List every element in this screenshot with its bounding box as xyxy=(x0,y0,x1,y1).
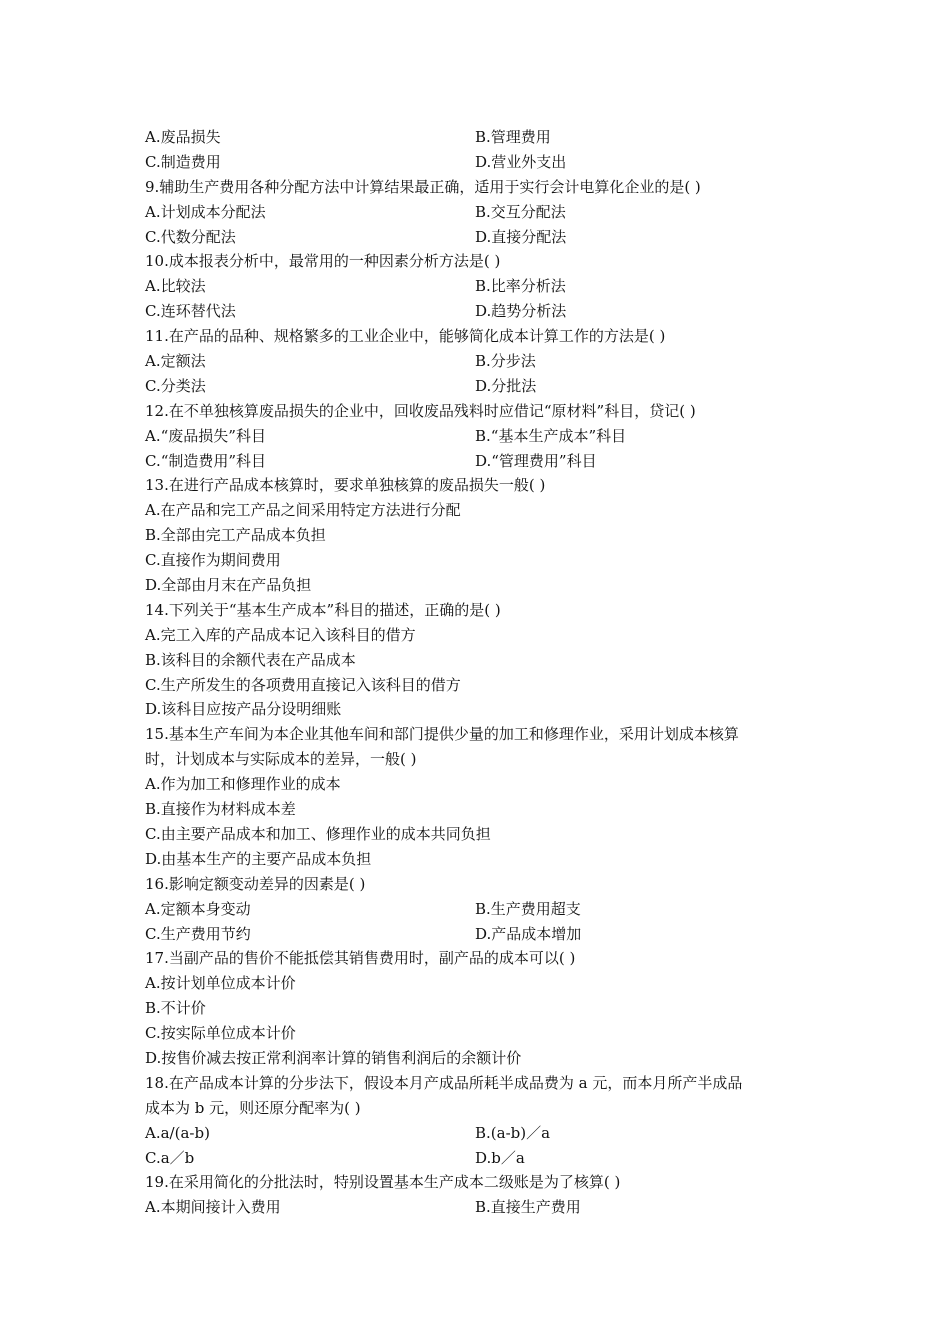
option-row xyxy=(145,1146,815,1171)
line-text: 9.辅助生产费用各种分配方法中计算结果最正确，适用于实行会计电算化企业的是( ) xyxy=(145,177,701,196)
text-line xyxy=(145,175,815,200)
line-text: D.按售价减去按正常利润率计算的销售利润后的余额计价 xyxy=(145,1048,522,1067)
line-text: 14.下列关于“基本生产成本”科目的描述，正确的是( ) xyxy=(145,600,501,619)
text-line xyxy=(145,1071,815,1096)
option-left: C.生产费用节约 xyxy=(145,924,251,943)
option-right: B.(a-b)／a xyxy=(475,1123,551,1142)
line-text: D.全部由月末在产品负担 xyxy=(145,576,312,595)
option-left: A.计划成本分配法 xyxy=(145,202,266,221)
line-text: A.在产品和完工产品之间采用特定方法进行分配 xyxy=(145,501,461,520)
option-row xyxy=(145,225,815,250)
line-text: 10.成本报表分析中，最常用的一种因素分析方法是( ) xyxy=(145,252,501,271)
line-text: 13.在进行产品成本核算时，要求单独核算的废品损失一般( ) xyxy=(145,476,546,495)
option-left: A.定额法 xyxy=(145,352,206,371)
line-text: B.直接作为材料成本差 xyxy=(145,800,296,819)
option-row xyxy=(145,424,815,449)
line-text: 18.在产品成本计算的分步法下，假设本月产成品所耗半成品费为 a 元，而本月所产半成品 xyxy=(145,1073,743,1092)
text-line xyxy=(145,324,815,349)
text-line xyxy=(145,747,815,772)
option-row xyxy=(145,1121,815,1146)
text-line xyxy=(145,648,815,673)
option-right: D.趋势分析法 xyxy=(475,302,567,321)
text-line xyxy=(145,498,815,523)
line-text: D.该科目应按产品分设明细账 xyxy=(145,700,342,719)
option-left: C.分类法 xyxy=(145,376,206,395)
line-text: C.直接作为期间费用 xyxy=(145,551,281,570)
line-text: 时，计划成本与实际成本的差异，一般( ) xyxy=(145,750,417,769)
text-line xyxy=(145,573,815,598)
option-left: A.本期间接计入费用 xyxy=(145,1198,281,1217)
text-line xyxy=(145,1046,815,1071)
text-line xyxy=(145,623,815,648)
line-text: B.该科目的余额代表在产品成本 xyxy=(145,650,356,669)
line-text: 16.影响定额变动差异的因素是( ) xyxy=(145,874,366,893)
text-line xyxy=(145,1096,815,1121)
option-left: A.a/(a-b) xyxy=(145,1123,210,1142)
option-right: B.管理费用 xyxy=(475,128,551,146)
line-text: 11.在产品的品种、规格繁多的工业企业中，能够简化成本计算工作的方法是( ) xyxy=(145,327,666,346)
option-left: A.比较法 xyxy=(145,277,206,296)
line-text: 12.在不单独核算废品损失的企业中，回收废品残料时应借记“原材料”科目，贷记( ) xyxy=(145,401,696,420)
option-left: C.a／b xyxy=(145,1148,195,1167)
text-line xyxy=(145,673,815,698)
option-row xyxy=(145,349,815,374)
line-text: C.生产所发生的各项费用直接记入该科目的借方 xyxy=(145,675,461,694)
option-left: A.“废品损失”科目 xyxy=(145,426,266,445)
option-row xyxy=(145,449,815,474)
option-row xyxy=(145,274,815,299)
option-right: B.比率分析法 xyxy=(475,277,566,296)
option-right: B.直接生产费用 xyxy=(475,1198,581,1217)
option-left: A.废品损失 xyxy=(145,128,221,146)
text-line xyxy=(145,822,815,847)
option-right: D.b／a xyxy=(475,1148,525,1167)
option-row xyxy=(145,922,815,947)
option-right: D.直接分配法 xyxy=(475,227,567,246)
option-right: B.生产费用超支 xyxy=(475,899,581,918)
option-right: B.“基本生产成本”科目 xyxy=(475,426,627,445)
option-right: D.分批法 xyxy=(475,376,537,395)
option-right: D.“管理费用”科目 xyxy=(475,451,597,470)
option-right: B.交互分配法 xyxy=(475,202,566,221)
text-line xyxy=(145,847,815,872)
line-text: A.按计划单位成本计价 xyxy=(145,974,296,993)
option-left: A.定额本身变动 xyxy=(145,899,251,918)
text-line xyxy=(145,523,815,548)
line-text: 17.当副产品的售价不能抵偿其销售费用时，副产品的成本可以( ) xyxy=(145,949,576,968)
text-line xyxy=(145,946,815,971)
option-right: B.分步法 xyxy=(475,352,536,371)
line-text: 15.基本生产车间为本企业其他车间和部门提供少量的加工和修理作业，采用计划成本核算 xyxy=(145,725,739,744)
text-line xyxy=(145,249,815,274)
text-line xyxy=(145,548,815,573)
option-row xyxy=(145,299,815,324)
line-text: D.由基本生产的主要产品成本负担 xyxy=(145,849,372,868)
text-line xyxy=(145,872,815,897)
option-left: C.制造费用 xyxy=(145,152,221,171)
text-line xyxy=(145,996,815,1021)
option-row xyxy=(145,200,815,225)
text-line xyxy=(145,772,815,797)
option-right: D.营业外支出 xyxy=(475,152,567,171)
text-line xyxy=(145,1021,815,1046)
option-left: C.连环替代法 xyxy=(145,302,236,321)
option-left: C.“制造费用”科目 xyxy=(145,451,267,470)
line-text: C.由主要产品成本和加工、修理作业的成本共同负担 xyxy=(145,824,491,843)
text-line xyxy=(145,473,815,498)
line-text: A.完工入库的产品成本记入该科目的借方 xyxy=(145,625,416,644)
option-row xyxy=(145,1195,815,1220)
line-text: B.全部由完工产品成本负担 xyxy=(145,526,326,545)
text-line xyxy=(145,971,815,996)
line-text: A.作为加工和修理作业的成本 xyxy=(145,775,341,794)
text-line xyxy=(145,722,815,747)
text-line xyxy=(145,598,815,623)
question-list xyxy=(145,125,815,1220)
option-row xyxy=(145,125,815,150)
line-text: B.不计价 xyxy=(145,999,206,1018)
option-left: C.代数分配法 xyxy=(145,227,236,246)
line-text: C.按实际单位成本计价 xyxy=(145,1024,296,1043)
line-text: 成本为 b 元，则还原分配率为( ) xyxy=(145,1098,361,1117)
text-line xyxy=(145,797,815,822)
text-line xyxy=(145,697,815,722)
option-row xyxy=(145,897,815,922)
option-row xyxy=(145,150,815,175)
text-line xyxy=(145,399,815,424)
option-right: D.产品成本增加 xyxy=(475,924,582,943)
text-line xyxy=(145,1170,815,1195)
option-row xyxy=(145,374,815,399)
line-text: 19.在采用简化的分批法时，特别设置基本生产成本二级账是为了核算( ) xyxy=(145,1173,621,1192)
